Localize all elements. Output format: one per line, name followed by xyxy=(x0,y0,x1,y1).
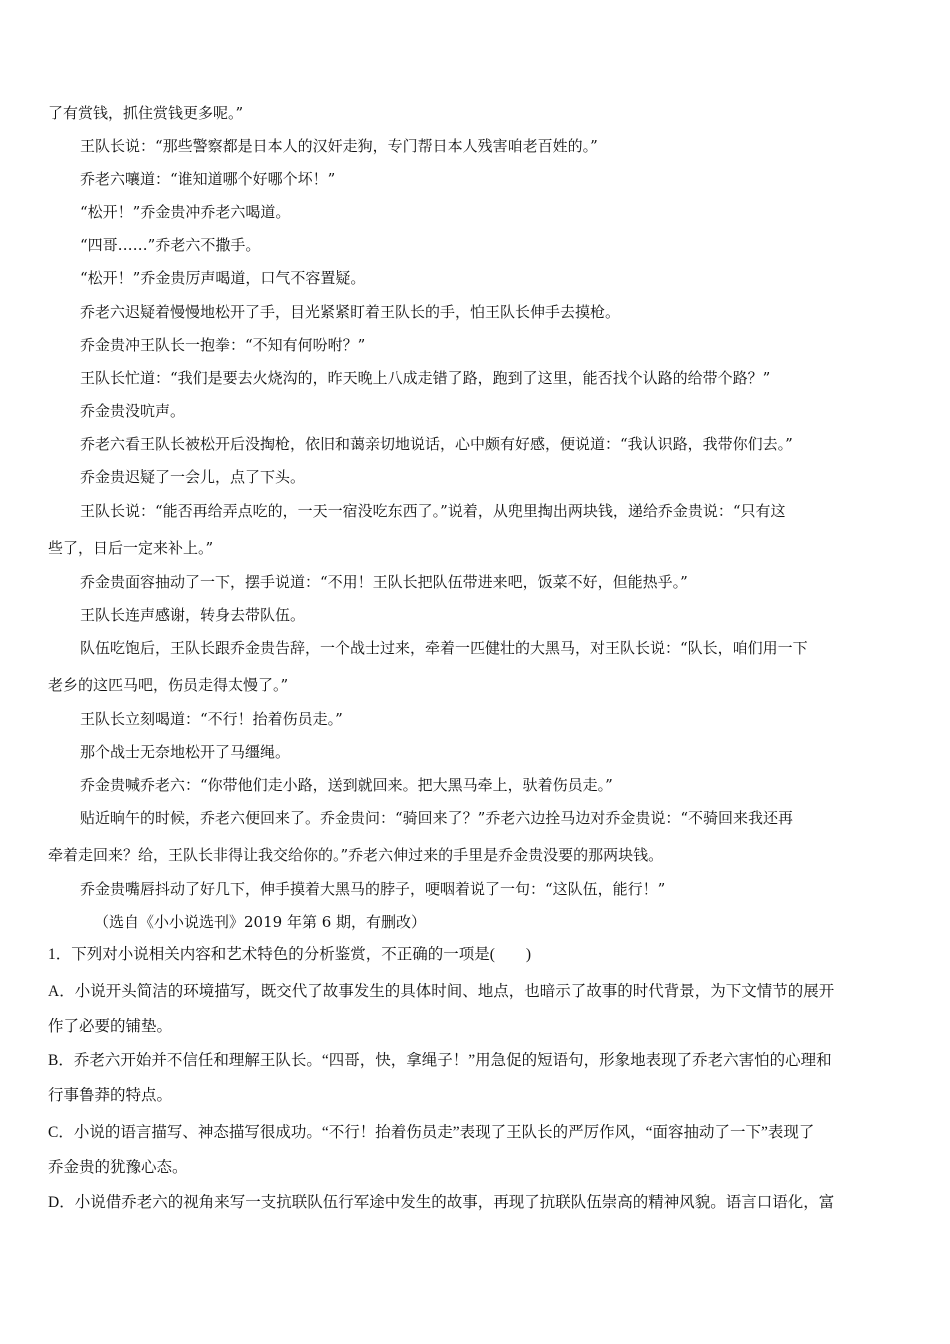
story-line: 王队长忙道：“我们是要去火烧沟的，昨天晚上八成走错了路，跑到了这里，能否找个认路的给带个路？” xyxy=(80,369,771,387)
option-a: A．小说开头简洁的环境描写，既交代了故事发生的具体时间、地点，也暗示了故事的时代背景，为下文情节的展开 xyxy=(48,983,835,1000)
story-line: “四哥……”乔老六不撒手。 xyxy=(80,236,261,254)
story-line: 乔老六迟疑着慢慢地松开了手，目光紧紧盯着王队长的手，怕王队长伸手去摸枪。 xyxy=(80,303,621,321)
story-line: 老乡的这匹马吧，伤员走得太慢了。” xyxy=(48,676,289,694)
story-line: 那个战士无奈地松开了马缰绳。 xyxy=(80,743,291,761)
option-b-cont: 行事鲁莽的特点。 xyxy=(48,1087,173,1104)
option-c: C．小说的语言描写、神态描写很成功。“不行！抬着伤员走”表现了王队长的严厉作风，“面容抽动了一下”表现了 xyxy=(48,1124,815,1141)
story-line: 乔金贵冲王队长一抱拳：“不知有何吩咐？” xyxy=(80,336,366,354)
story-line: 王队长说：“能否再给弄点吃的，一天一宿没吃东西了。”说着，从兜里掏出两块钱，递给乔金贵说：“只有这 xyxy=(80,502,786,520)
story-line: 乔金贵迟疑了一会儿，点了下头。 xyxy=(80,468,306,486)
option-d: D．小说借乔老六的视角来写一支抗联队伍行军途中发生的故事，再现了抗联队伍崇高的精神风貌。语言口语化，富 xyxy=(48,1194,835,1211)
option-b: B．乔老六开始并不信任和理解王队长。“四哥，快，拿绳子！”用急促的短语句，形象地表现了乔老六害怕的心理和 xyxy=(48,1052,832,1069)
story-line: 些了，日后一定来补上。” xyxy=(48,539,214,557)
story-line: 了有赏钱，抓住赏钱更多呢。” xyxy=(48,104,244,122)
story-line: “松开！”乔金贵厉声喝道，口气不容置疑。 xyxy=(80,269,366,287)
story-line: “松开！”乔金贵冲乔老六喝道。 xyxy=(80,203,291,221)
story-line: 乔老六嚷道：“谁知道哪个好哪个坏！” xyxy=(80,170,336,188)
option-c-cont: 乔金贵的犹豫心态。 xyxy=(48,1159,188,1176)
story-line: 乔金贵喊乔老六：“你带他们走小路，送到就回来。把大黑马牵上，驮着伤员走。” xyxy=(80,776,613,794)
story-line: 乔金贵嘴唇抖动了好几下，伸手摸着大黑马的脖子，哽咽着说了一句：“这队伍，能行！” xyxy=(80,880,666,898)
story-line: 贴近晌午的时候，乔老六便回来了。乔金贵问：“骑回来了？”乔老六边拴马边对乔金贵说：“不骑回来我还再 xyxy=(80,809,794,827)
option-a-cont: 作了必要的铺垫。 xyxy=(48,1018,173,1035)
story-line: 王队长说：“那些警察都是日本人的汉奸走狗，专门帮日本人残害咱老百姓的。” xyxy=(80,137,598,155)
story-line: 牵着走回来？给，王队长非得让我交给你的。”乔老六伸过来的手里是乔金贵没要的那两块钱。 xyxy=(48,846,664,864)
story-line: 乔金贵面容抽动了一下，摆手说道：“不用！王队长把队伍带进来吧，饭菜不好，但能热乎。” xyxy=(80,573,688,591)
source-citation: （选自《小小说选刊》2019 年第 6 期，有删改） xyxy=(94,913,427,931)
question-stem: 1．下列对小说相关内容和艺术特色的分析鉴赏，不正确的一项是( ) xyxy=(48,946,532,963)
story-line: 王队长立刻喝道：“不行！抬着伤员走。” xyxy=(80,710,343,728)
story-line: 乔金贵没吭声。 xyxy=(80,402,186,420)
story-line: 队伍吃饱后，王队长跟乔金贵告辞，一个战士过来，牵着一匹健壮的大黑马，对王队长说：“队长，咱们用一下 xyxy=(80,639,808,657)
story-line: 王队长连声感谢，转身去带队伍。 xyxy=(80,606,306,624)
story-line: 乔老六看王队长被松开后没掏枪，依旧和蔼亲切地说话，心中颇有好感，便说道：“我认识路，我带你们去。” xyxy=(80,435,793,453)
